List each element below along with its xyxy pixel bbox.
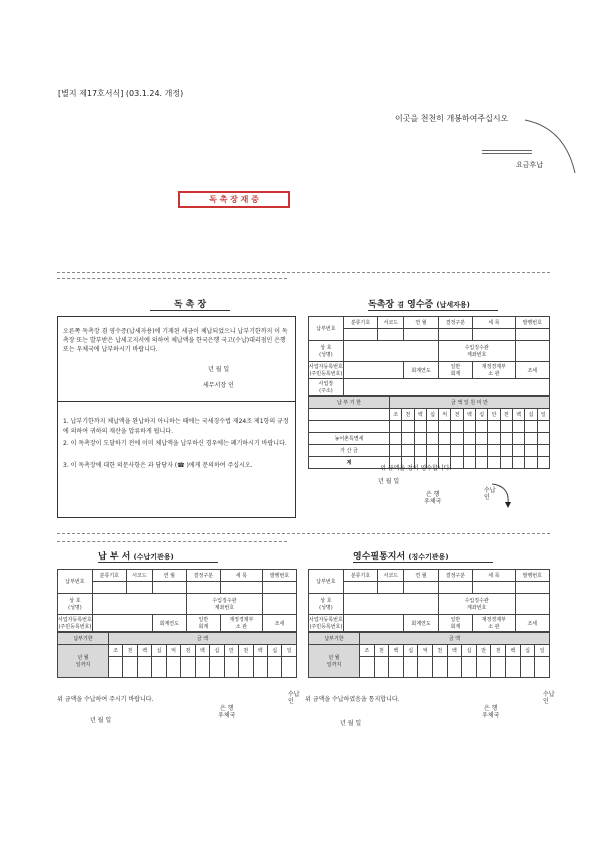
payment-amount-table — [57, 632, 297, 678]
open-note: 이곳을 천천히 개봉하여주십시오 — [395, 114, 509, 123]
receipt-row-1: 가 산 금 — [309, 445, 390, 457]
notify-bank: 은 행 우체국 — [482, 705, 500, 719]
notify-tax-year: 회계연도 — [404, 615, 438, 632]
notify-period: 년 월 일까지 — [309, 645, 360, 678]
unit: 조 — [390, 409, 402, 421]
notify-fiscal: 일반 회계 — [438, 615, 472, 632]
payment-date: 년 월 일 — [90, 717, 112, 724]
receipt-date: 년 월 일 — [378, 478, 400, 485]
receipt-h-4: 세 목 — [473, 317, 516, 329]
unit: 천 — [239, 645, 253, 657]
unit: 일 — [282, 645, 297, 657]
receipt-row-2: 계 — [309, 457, 390, 469]
payment-seal: 수납인 — [288, 691, 300, 705]
receipt-title — [368, 297, 498, 311]
receipt-title-receipt: 영수증 — [407, 300, 434, 310]
unit: 백 — [447, 645, 462, 657]
postage-lines — [482, 150, 532, 154]
notify-dept: 재정경제부 소 관 — [473, 615, 516, 632]
unit: 백 — [414, 409, 426, 421]
unit: 조 — [360, 645, 375, 657]
notify-title-sub: (징수기관용) — [408, 553, 449, 561]
receipt-row-0: 농어촌특별세 — [309, 433, 390, 445]
receipt-fiscal: 일반 회계 — [438, 362, 472, 379]
notify-amount-table — [308, 632, 550, 678]
unit: 백 — [195, 645, 209, 657]
payment-title-main: 납 부 서 — [98, 552, 131, 562]
payment-h: 결정구분 — [186, 570, 220, 582]
notify-h: 세 목 — [473, 570, 516, 582]
notice-item-1: 1. 납부기한까지 체납액을 완납하지 아니하는 때에는 국세징수법 제24조 제1항의 규정에 의하여 귀하의 재산을 압류하게 됩니다. — [63, 418, 289, 435]
payment-fiscal: 일반 회계 — [186, 615, 220, 632]
notify-bizno: 사업자등록번호 (주민등록번호) — [309, 615, 344, 632]
cut-line-2b — [57, 541, 287, 542]
payment-h: 발행번호 — [262, 570, 296, 582]
unit: 천 — [433, 645, 448, 657]
notify-tax: 조세 — [515, 615, 549, 632]
payment-confirm: 위 금액을 수납하여 주시기 바랍니다. — [57, 696, 154, 703]
unit: 십 — [520, 645, 535, 657]
receipt-account: 수입징수관 계좌번호 — [438, 341, 515, 362]
receipt-tax: 조세 — [515, 362, 549, 379]
unit: 억 — [439, 409, 451, 421]
cut-line-2 — [57, 533, 550, 534]
unit: 백 — [512, 409, 524, 421]
receipt-payment-no: 납부번호 — [309, 317, 344, 341]
notify-name: 상 호 (성명) — [309, 594, 344, 615]
receipt-amount-table — [308, 396, 550, 469]
notify-h: 연 월 — [404, 570, 438, 582]
receipt-bizno: 사업자등록번호 (주민등록번호) — [309, 362, 344, 379]
unit: 억 — [166, 645, 180, 657]
payment-h: 서코드 — [126, 570, 152, 582]
notify-title — [353, 549, 493, 563]
unit: 억 — [418, 645, 433, 657]
payment-bank: 은 행 우체국 — [218, 705, 236, 719]
payment-deadline: 납부기한 — [58, 633, 109, 645]
unit: 십 — [476, 409, 488, 421]
notify-h: 결정구분 — [438, 570, 472, 582]
unit: 만 — [476, 645, 491, 657]
receipt-title-and: 겸 — [397, 301, 404, 309]
receipt-header-table — [308, 316, 550, 396]
unit: 십 — [210, 645, 224, 657]
notice-date: 년 월 일 — [208, 366, 230, 373]
unit: 천 — [374, 645, 389, 657]
unit: 천 — [123, 645, 137, 657]
payment-header-table — [57, 569, 297, 632]
notify-payment-no: 납부번호 — [309, 570, 344, 594]
unit: 십 — [152, 645, 166, 657]
unit: 천 — [402, 409, 414, 421]
unit: 백 — [506, 645, 521, 657]
postage-label: 요금후납 — [516, 161, 544, 169]
unit: 일 — [537, 409, 549, 421]
receipt-title-sub: (납세자용) — [436, 301, 470, 309]
notify-h: 서코드 — [378, 570, 404, 582]
payment-tax-year: 회계연도 — [152, 615, 186, 632]
receipt-tax-year: 회계연도 — [404, 362, 438, 379]
payment-payment-no: 납부번호 — [58, 570, 93, 594]
receipt-h-0: 분류기호 — [343, 317, 377, 329]
notify-seal: 수납인 — [543, 691, 555, 705]
notify-account: 수입징수관 계좌번호 — [438, 594, 515, 615]
payment-title — [98, 549, 218, 563]
payment-h: 세 목 — [220, 570, 262, 582]
receipt-h-2: 연 월 — [404, 317, 438, 329]
unit: 만 — [488, 409, 500, 421]
receipt-h-1: 서코드 — [378, 317, 404, 329]
payment-account: 수입징수관 계좌번호 — [186, 594, 262, 615]
unit: 천 — [181, 645, 195, 657]
payment-tax: 조세 — [262, 615, 296, 632]
receipt-dept: 재정경제부 소 관 — [473, 362, 516, 379]
notify-h: 분류기호 — [343, 570, 377, 582]
notify-amount-label: 금 액 — [360, 633, 550, 645]
payment-h: 연 월 — [152, 570, 186, 582]
notify-deadline: 납부기한 — [309, 633, 360, 645]
receipt-h-3: 결정구분 — [438, 317, 472, 329]
payment-period: 년 월 일까지 — [58, 645, 109, 678]
unit: 조 — [109, 645, 123, 657]
notice-box — [57, 316, 296, 518]
unit: 십 — [403, 645, 418, 657]
unit: 십 — [267, 645, 281, 657]
payment-name: 상 호 (성명) — [58, 594, 93, 615]
notify-confirm: 위 금액을 수납하였음을 통지합니다. — [305, 696, 400, 703]
notice-body: 오른쪽 독촉장 겸 영수증(납세자용)에 기재된 세금이 체납되었으니 납부기한까지 이 독촉장 또는 발부받은 납세고지서에 의하여 체납액을 한국은행 국고(수납)대리점인 은행 또는 우체국에 납부하시기 바랍니다. — [63, 328, 288, 353]
payment-amount-label: 금 액 — [109, 633, 297, 645]
unit: 백 — [389, 645, 404, 657]
notify-title-main: 영수필통지서 — [353, 552, 406, 562]
unit: 천 — [500, 409, 512, 421]
receipt-title-main: 독촉장 — [368, 300, 395, 310]
form-code: [별지 제17호서식] (03.1.24. 개정) — [58, 89, 184, 98]
receipt-name: 상 호 (성명) — [309, 341, 344, 362]
unit: 십 — [462, 645, 477, 657]
stamp-title: 독 촉 장 재 중 — [178, 191, 290, 208]
notify-date: 년 월 일 — [340, 720, 362, 727]
unit: 천 — [451, 409, 463, 421]
receipt-confirm: 위 금액을 정히 영수합니다. — [380, 465, 452, 472]
receipt-address: 사업장 (주소) — [309, 379, 344, 396]
receipt-amount-label: 금 액 일 원 미 만 — [390, 397, 550, 409]
unit: 일 — [535, 645, 550, 657]
notice-item-3: 3. 이 독촉장에 대한 의문사항은 과 담당자 (☎ )에게 문의하여 주십시오. — [63, 462, 253, 469]
receipt-h-5: 발행번호 — [515, 317, 549, 329]
unit: 만 — [224, 645, 238, 657]
notify-h: 발행번호 — [515, 570, 549, 582]
unit: 십 — [525, 409, 537, 421]
payment-bizno: 사업자등록번호 (주민등록번호) — [58, 615, 93, 632]
payment-h: 분류기호 — [92, 570, 126, 582]
notify-header-table — [308, 569, 550, 632]
notice-issuer: 세무서장 인 — [203, 382, 234, 389]
receipt-deadline: 납 부 기 한 — [309, 397, 390, 409]
cut-line-1 — [57, 272, 550, 273]
payment-dept: 재정경제부 소 관 — [220, 615, 262, 632]
receipt-seal: 수납인 — [484, 487, 496, 501]
cut-line-1b — [57, 278, 287, 279]
unit: 천 — [491, 645, 506, 657]
receipt-bank: 은 행 우체국 — [424, 491, 442, 505]
unit: 십 — [426, 409, 438, 421]
notice-item-2: 2. 이 독촉장이 도달하기 전에 이미 체납액을 납부하신 경우에는 폐기하시기 바랍니다. — [63, 440, 287, 447]
seal-arc-icon — [490, 480, 520, 510]
unit: 백 — [463, 409, 475, 421]
payment-title-sub: (수납기관용) — [133, 553, 174, 561]
unit: 백 — [253, 645, 267, 657]
unit: 백 — [137, 645, 151, 657]
notice-title: 독 촉 장 — [150, 297, 230, 311]
